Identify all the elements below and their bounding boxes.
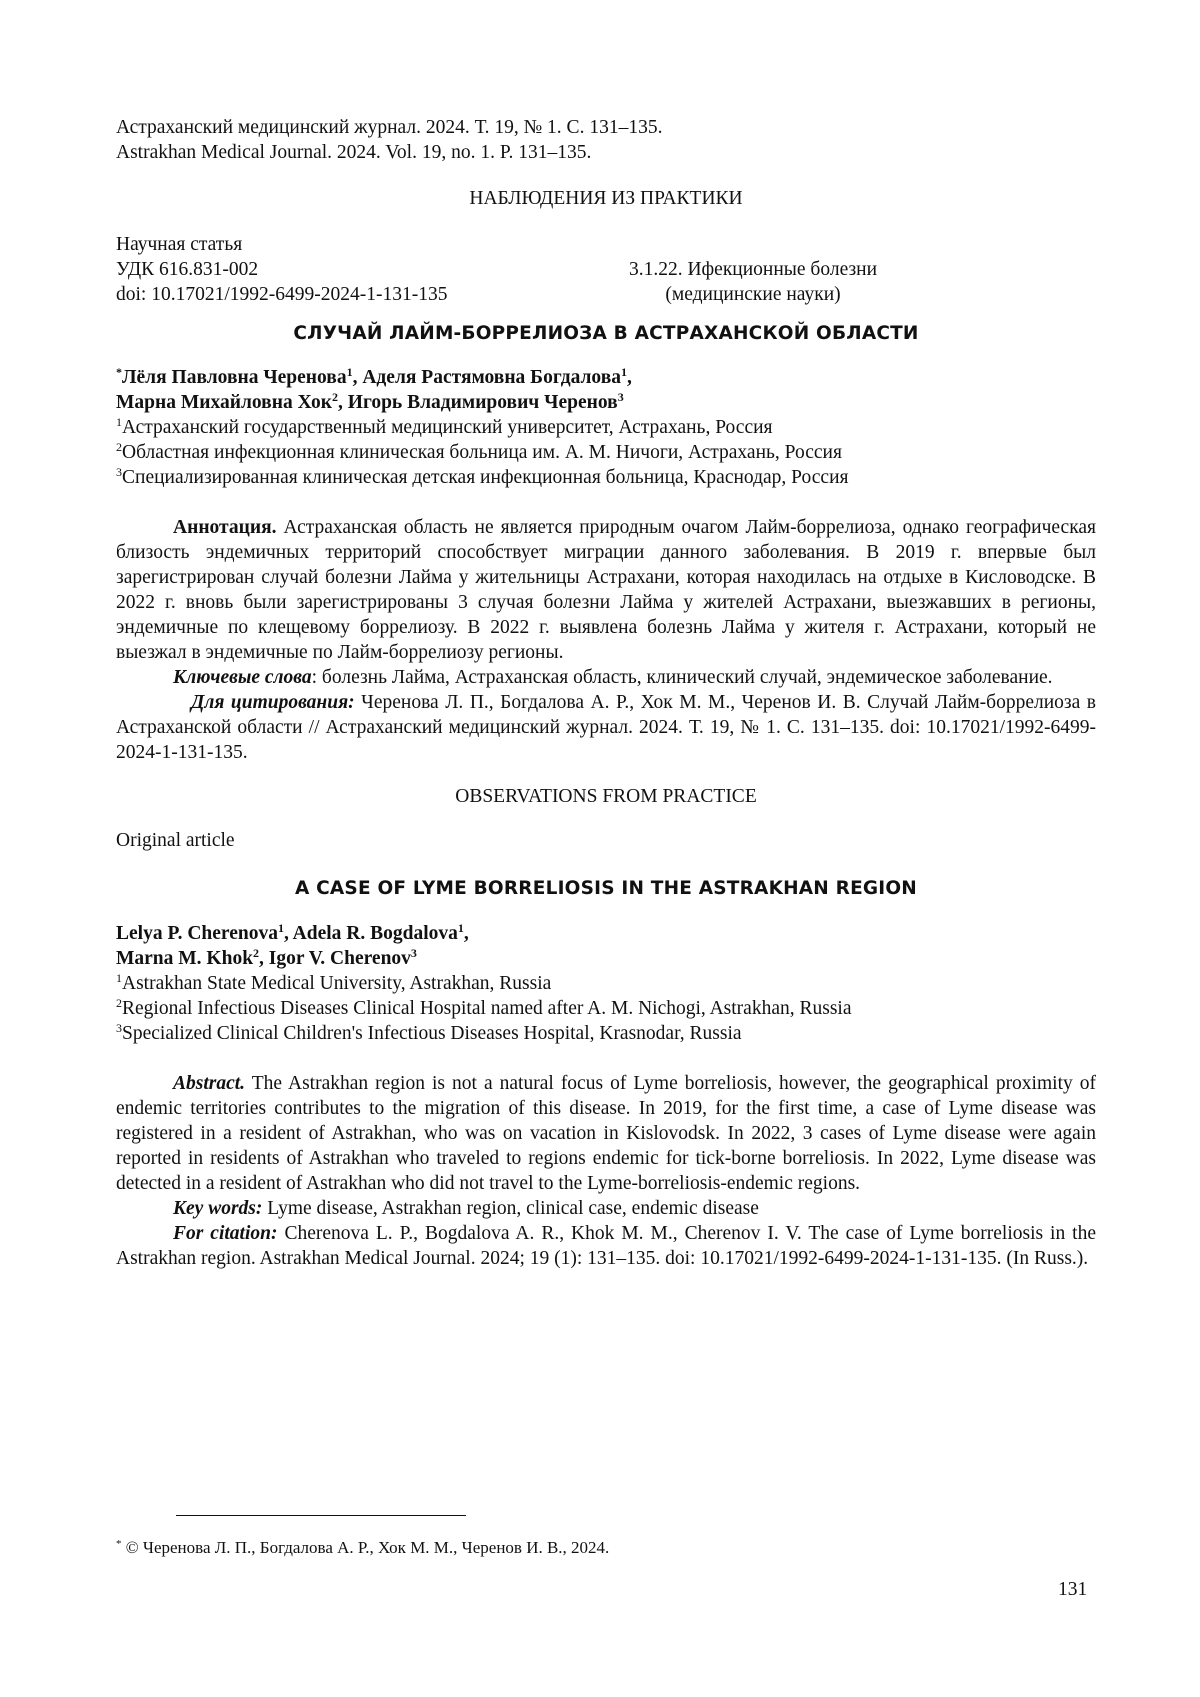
authors-ru [116, 365, 1096, 490]
article-type-en: Original article [116, 830, 235, 851]
authors-ru-line2: Марна Михайловна Хок$^2$, Игорь Владимирович Черенов$^3$ [116, 390, 624, 413]
author-2-en: , Adela R. Bogdalova [283, 923, 458, 944]
section-heading-ru: НАБЛЮДЕНИЯ ИЗ ПРАКТИКИ [469, 188, 743, 209]
affiliation-en: $^2$Regional Infectious Diseases Clinical Hospital named after A. M. Nichogi, Astrakhan, Russia [116, 996, 852, 1019]
author-4-en: , Igor V. Cherenov [259, 948, 411, 969]
author-1-en: Lelya P. Cherenova [116, 923, 278, 944]
keywords-text-ru: : болезнь Лайма, Астраханская область, клинический случай, эндемическое заболевание. [311, 667, 1053, 688]
footnote-divider [176, 1515, 466, 1516]
affiliation-en: $^1$Astrakhan State Medical University, Astrakhan, Russia [116, 971, 552, 994]
authors-en-line2: Marna M. Khok$^2$, Igor V. Cherenov$^3$ [116, 946, 417, 969]
abstract-label-ru: Аннотация. [173, 517, 277, 538]
page-number: 131 [1058, 1579, 1088, 1600]
author-3-ru: Марна Михайловна Хок [116, 392, 333, 413]
keywords-text-en: Lyme disease, Astrakhan region, clinical case, endemic disease [262, 1198, 759, 1219]
citation-text-en: Cherenova L. P., Bogdalova A. R., Khok M. M., Cherenov I. V. The case of Lyme borreliosis in the Astrakhan region. Astrakhan Medical Journal. 2024; 19 (1): 131–135. doi: 10.17021/1992-6499-2024-1-131-135. (In Russ.). [116, 1223, 1096, 1269]
author-2-ru: , Аделя Растямовна Богдалова [352, 367, 621, 388]
footnote-text: © Черенова Л. П., Богдалова А. Р., Хок М. М., Черенов И. В., 2024. [121, 1538, 610, 1557]
citation-ru [116, 690, 1096, 765]
journal-citation-en: Astrakhan Medical Journal. 2024. Vol. 19, no. 1. P. 131–135. [116, 142, 592, 163]
abstract-en [116, 1071, 1096, 1196]
affiliation-ru: $^2$Областная инфекционная клиническая больница им. А. М. Ничоги, Астрахань, Россия [116, 440, 842, 463]
abstract-ru [116, 515, 1096, 665]
authors-ru-line1: *Лёля Павловна Черенова$^1$, Аделя Растямовна Богдалова$^1$, [116, 365, 632, 388]
abstract-text-ru: Астраханская область не является природным очагом Лайм-боррелиоза, однако географическая близость эндемичных территорий способствует миграции данного заболевания. В 2019 г. впервые был зарегистрирован случай болезни Лайма у жительницы Астрахани, которая находилась на отдыхе в Кисловодске. В 2022 г. вновь были зарегистрированы 3 случая болезни Лайма у жителей Астрахани, выезжавших в регионы, эндемичные по клещевому боррелиозу. В 2022 г. выявлена болезнь Лайма у жителя г. Астрахани, который не выезжал в эндемичные по Лайм-боррелиозу регионы. [116, 517, 1096, 663]
copyright-footnote [116, 1537, 609, 1559]
keywords-ru [116, 665, 1096, 690]
keywords-label-en: Key words: [173, 1198, 263, 1219]
citation-text-ru: Черенова Л. П., Богдалова А. Р., Хок М. М., Черенов И. В. Случай Лайм-боррелиоза в Астраханской области // Астраханский медицинский журнал. 2024. Т. 19, № 1. С. 131–135. doi: 10.17021/1992-6499-2024-1-131-135. [116, 692, 1096, 763]
copyright-marker: * [116, 365, 122, 379]
abstract-label-en: Abstract. [173, 1073, 246, 1094]
article-meta-ru [116, 232, 1096, 307]
footnote-marker: * [116, 1538, 122, 1550]
udc-code: УДК 616.831-002 [116, 259, 259, 280]
author-3-en: Marna M. Khok [116, 948, 254, 969]
author-4-ru: , Игорь Владимирович Черенов [338, 392, 618, 413]
article-title-ru: СЛУЧАЙ ЛАЙМ-БОРРЕЛИОЗА В АСТРАХАНСКОЙ ОБЛАСТИ [293, 323, 919, 344]
journal-header [116, 115, 1096, 165]
section-heading-en: OBSERVATIONS FROM PRACTICE [455, 786, 757, 807]
specialty-field: (медицинские науки) [665, 284, 841, 305]
journal-citation-ru: Астраханский медицинский журнал. 2024. Т. 19, № 1. С. 131–135. [116, 117, 663, 138]
authors-en-line1: Lelya P. Cherenova$^1$, Adela R. Bogdalova$^1$, [116, 921, 469, 944]
abstract-text-en: The Astrakhan region is not a natural focus of Lyme borreliosis, however, the geographical proximity of endemic territories contributes to the migration of this disease. In 2019, for the first time, a case of Lyme disease was registered in a resident of Astrakhan, who was on vacation in Kislovodsk. In 2022, 3 cases of Lyme disease were again reported in residents of Astrakhan who traveled to regions endemic for tick-borne borreliosis. In 2022, Lyme disease was detected in a resident of Astrakhan who did not travel to the Lyme-borreliosis-endemic regions. [116, 1073, 1096, 1194]
doi-ru: doi: 10.17021/1992-6499-2024-1-131-135 [116, 284, 448, 305]
page-content [116, 115, 1096, 1271]
article-title-en: A CASE OF LYME BORRELIOSIS IN THE ASTRAKHAN REGION [294, 878, 917, 899]
affiliation-ru: $^3$Специализированная клиническая детская инфекционная больница, Краснодар, Россия [116, 465, 849, 488]
affiliation-ru: $^1$Астраханский государственный медицинский университет, Астрахань, Россия [116, 415, 773, 438]
citation-label-en: For citation: [173, 1223, 278, 1244]
article-type-ru: Научная статья [116, 234, 243, 255]
citation-en [116, 1221, 1096, 1271]
keywords-en [116, 1196, 1096, 1221]
citation-label-ru: Для цитирования: [191, 692, 355, 713]
specialty-code: 3.1.22. Ифекционные болезни [628, 259, 878, 280]
keywords-label-ru: Ключевые слова [173, 667, 312, 688]
author-1-ru: Лёля Павловна Черенова [122, 367, 347, 388]
authors-en [116, 921, 1096, 1046]
affiliation-en: $^3$Specialized Clinical Children's Infectious Diseases Hospital, Krasnodar, Russia [116, 1021, 742, 1044]
